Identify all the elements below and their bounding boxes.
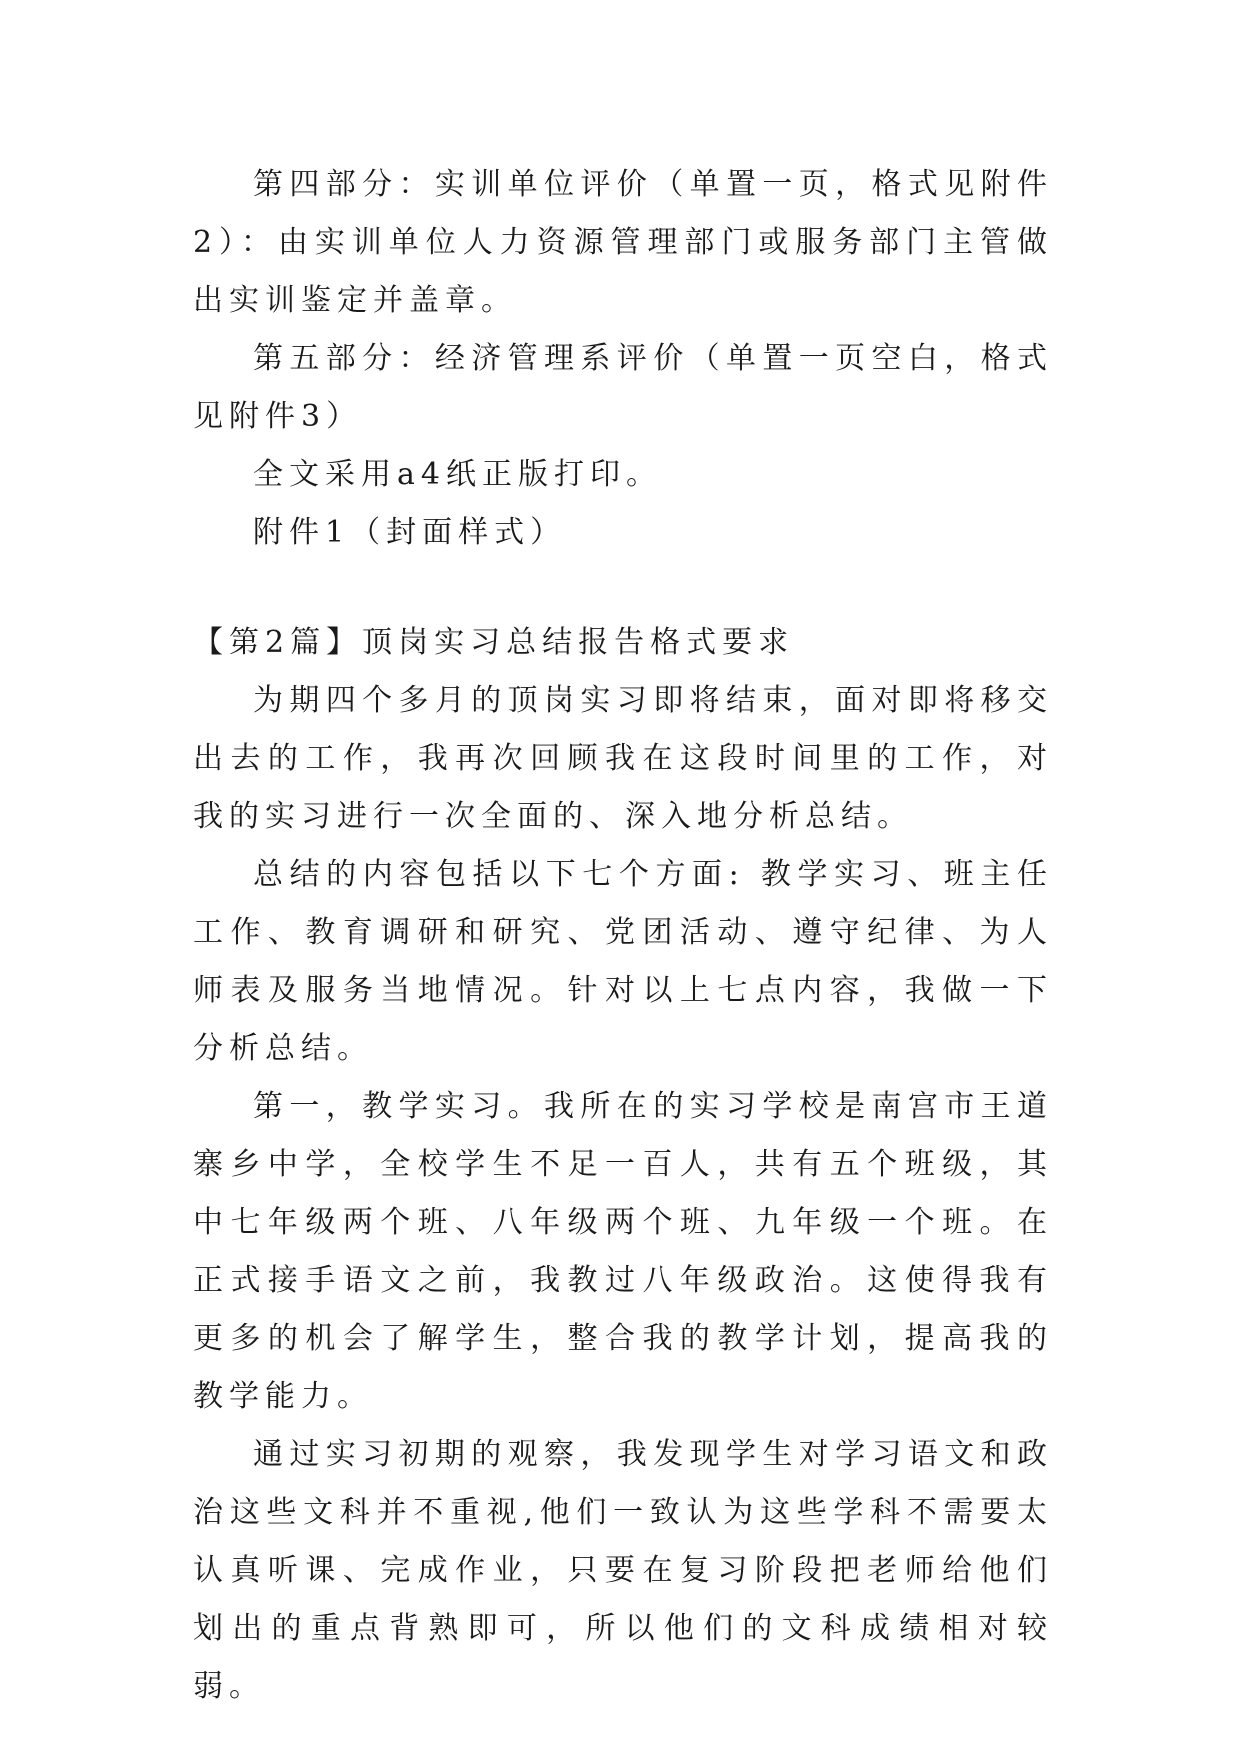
paragraph-part-four: 第四部分：实训单位评价（单置一页，格式见附件2）：由实训单位人力资源管理部门或服务部门主管做出实训鉴定并盖章。: [193, 167, 1053, 318]
paragraph-part-five: 第五部分：经济管理系评价（单置一页空白，格式见附件3）: [193, 341, 1053, 434]
paragraph-intro: 为期四个多月的顶岗实习即将结束，面对即将移交出去的工作，我再次回顾我在这段时间里的工作，对我的实习进行一次全面的、深入地分析总结。: [193, 683, 1053, 834]
document-body: [193, 156, 1053, 1716]
section-gap: [193, 562, 1053, 614]
paragraph-attachment-cover: 附件1（封面样式）: [253, 515, 567, 550]
paragraph-print-note: 全文采用a4纸正版打印。: [253, 457, 662, 492]
paragraph-observation: 通过实习初期的观察，我发现学生对学习语文和政治这些文科并不重视,他们一致认为这些学科不需要太认真听课、完成作业，只要在复习阶段把老师给他们划出的重点背熟即可，所以他们的文科成绩相对较弱。: [193, 1437, 1053, 1704]
paragraph-teaching-practice: 第一，教学实习。我所在的实习学校是南宫市王道寨乡中学，全校学生不足一百人，共有五个班级，其中七年级两个班、八年级两个班、九年级一个班。在正式接手语文之前，我教过八年级政治。这使得我有更多的机会了解学生，整合我的教学计划，提高我的教学能力。: [193, 1089, 1053, 1414]
paragraph-summary-aspects: 总结的内容包括以下七个方面: 教学实习、班主任工作、教育调研和研究、党团活动、遵守纪律、为人师表及服务当地情况。针对以上七点内容，我做一下分析总结。: [193, 857, 1053, 1066]
section-title: 【第2篇】顶岗实习总结报告格式要求: [193, 625, 795, 660]
